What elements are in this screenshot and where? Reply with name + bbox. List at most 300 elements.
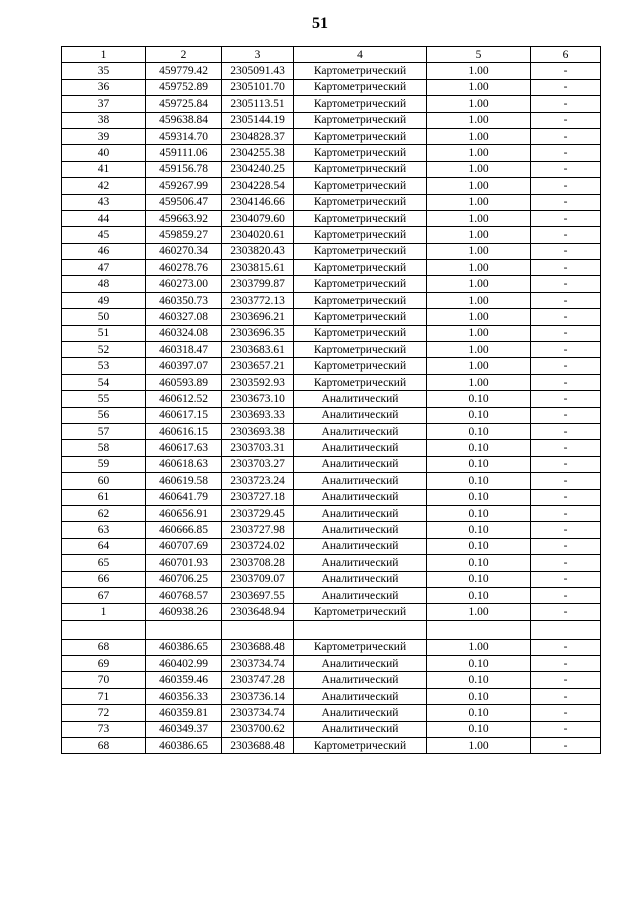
table-cell: 68 — [62, 639, 146, 655]
table-cell: Картометрический — [294, 604, 427, 620]
table-cell: Картометрический — [294, 738, 427, 754]
table-cell: 460386.65 — [146, 738, 222, 754]
table-cell: 460656.91 — [146, 505, 222, 521]
table-row — [62, 309, 601, 325]
table-cell: - — [531, 456, 601, 472]
table-row — [62, 178, 601, 194]
table-row — [62, 489, 601, 505]
table-cell: 62 — [62, 505, 146, 521]
table-cell — [531, 620, 601, 639]
table-cell: 459859.27 — [146, 227, 222, 243]
table-cell: 2303723.24 — [222, 473, 294, 489]
table-cell: 2304020.61 — [222, 227, 294, 243]
table-cell: Аналитический — [294, 688, 427, 704]
table-cell: 0.10 — [427, 407, 531, 423]
table-cell: Аналитический — [294, 672, 427, 688]
table-cell: 2303703.31 — [222, 440, 294, 456]
table-cell: Картометрический — [294, 342, 427, 358]
table-cell: Картометрический — [294, 292, 427, 308]
table-cell: 0.10 — [427, 473, 531, 489]
table-cell: Картометрический — [294, 309, 427, 325]
table-cell: - — [531, 555, 601, 571]
table-cell: 460318.47 — [146, 342, 222, 358]
table-cell: - — [531, 145, 601, 161]
table-cell: 2303703.27 — [222, 456, 294, 472]
table-cell: 2303820.43 — [222, 243, 294, 259]
table-cell: Картометрический — [294, 260, 427, 276]
table-cell: Картометрический — [294, 79, 427, 95]
table-cell: - — [531, 522, 601, 538]
column-header: 4 — [294, 47, 427, 63]
table-cell: 2305144.19 — [222, 112, 294, 128]
table-cell: - — [531, 374, 601, 390]
table-cell: 0.10 — [427, 391, 531, 407]
table-row — [62, 145, 601, 161]
table-cell: 460402.99 — [146, 656, 222, 672]
table-row — [62, 407, 601, 423]
table-row — [62, 656, 601, 672]
table-cell: Аналитический — [294, 522, 427, 538]
table-cell: 0.10 — [427, 555, 531, 571]
table-row — [62, 358, 601, 374]
table-cell: 55 — [62, 391, 146, 407]
table-cell: 2303688.48 — [222, 738, 294, 754]
table-row — [62, 505, 601, 521]
table-cell: - — [531, 604, 601, 620]
table-cell: 59 — [62, 456, 146, 472]
table-cell: 460641.79 — [146, 489, 222, 505]
table-cell: 0.10 — [427, 423, 531, 439]
table-cell: 460666.85 — [146, 522, 222, 538]
table-cell: 0.10 — [427, 688, 531, 704]
table-cell: - — [531, 656, 601, 672]
table-cell: Аналитический — [294, 473, 427, 489]
table-row — [62, 721, 601, 737]
table-cell: - — [531, 292, 601, 308]
table-cell: 2303673.10 — [222, 391, 294, 407]
table-row — [62, 440, 601, 456]
table-cell: 35 — [62, 63, 146, 79]
table-row — [62, 292, 601, 308]
table-cell: Картометрический — [294, 96, 427, 112]
table-row — [62, 96, 601, 112]
table-cell: 2303708.28 — [222, 555, 294, 571]
table-cell: Аналитический — [294, 440, 427, 456]
table-cell: 2303772.13 — [222, 292, 294, 308]
table-cell: 1.00 — [427, 342, 531, 358]
table-cell: - — [531, 423, 601, 439]
table-row — [62, 688, 601, 704]
table-cell: 459752.89 — [146, 79, 222, 95]
table-cell: Аналитический — [294, 555, 427, 571]
table-cell: 460349.37 — [146, 721, 222, 737]
table-cell: 1.00 — [427, 325, 531, 341]
table-cell: 0.10 — [427, 522, 531, 538]
table-cell: - — [531, 407, 601, 423]
table-cell: - — [531, 128, 601, 144]
table-cell: 44 — [62, 210, 146, 226]
table-cell: 1.00 — [427, 309, 531, 325]
table-cell: 70 — [62, 672, 146, 688]
table-cell: 2305113.51 — [222, 96, 294, 112]
table-cell: 460593.89 — [146, 374, 222, 390]
table-cell: 460707.69 — [146, 538, 222, 554]
table-cell: Картометрический — [294, 639, 427, 655]
table-cell: 57 — [62, 423, 146, 439]
table-cell: 73 — [62, 721, 146, 737]
table-cell: 2303747.28 — [222, 672, 294, 688]
table-cell: - — [531, 538, 601, 554]
table-cell: Картометрический — [294, 243, 427, 259]
column-header: 2 — [146, 47, 222, 63]
table-cell: - — [531, 227, 601, 243]
table-cell: - — [531, 325, 601, 341]
table-cell: 1.00 — [427, 145, 531, 161]
table-cell: 37 — [62, 96, 146, 112]
table-cell: - — [531, 161, 601, 177]
table-row — [62, 260, 601, 276]
table-cell: 56 — [62, 407, 146, 423]
table-cell: - — [531, 243, 601, 259]
table-cell: 46 — [62, 243, 146, 259]
table-cell: Аналитический — [294, 489, 427, 505]
table-cell: 71 — [62, 688, 146, 704]
table-cell: 2303693.38 — [222, 423, 294, 439]
table-cell: 1.00 — [427, 128, 531, 144]
table-cell: Аналитический — [294, 587, 427, 603]
table-row — [62, 243, 601, 259]
table-cell: 0.10 — [427, 571, 531, 587]
table-row — [62, 210, 601, 226]
table-cell: Картометрический — [294, 178, 427, 194]
coordinates-table — [61, 46, 601, 754]
table-cell: 0.10 — [427, 440, 531, 456]
table-row — [62, 587, 601, 603]
table-cell: 67 — [62, 587, 146, 603]
table-cell: 0.10 — [427, 721, 531, 737]
table-cell: 1.00 — [427, 374, 531, 390]
table-cell: 2303734.74 — [222, 705, 294, 721]
table-cell: - — [531, 473, 601, 489]
table-cell: 1.00 — [427, 112, 531, 128]
table-header-row — [62, 47, 601, 63]
table-cell: 1.00 — [427, 210, 531, 226]
table-cell: - — [531, 738, 601, 754]
table-cell: Картометрический — [294, 112, 427, 128]
table-cell: 1.00 — [427, 604, 531, 620]
table-cell: 2304828.37 — [222, 128, 294, 144]
table-cell: 460397.07 — [146, 358, 222, 374]
table-cell: 459725.84 — [146, 96, 222, 112]
table-cell: 2303648.94 — [222, 604, 294, 620]
table-cell: 39 — [62, 128, 146, 144]
table-cell: 460356.33 — [146, 688, 222, 704]
table-row — [62, 571, 601, 587]
table-row — [62, 161, 601, 177]
table-cell: 65 — [62, 555, 146, 571]
table-cell: Картометрический — [294, 358, 427, 374]
table-cell: 41 — [62, 161, 146, 177]
table-cell: 43 — [62, 194, 146, 210]
table-cell: 459314.70 — [146, 128, 222, 144]
table-cell: 460938.26 — [146, 604, 222, 620]
table-body — [62, 63, 601, 754]
table-row — [62, 473, 601, 489]
table-cell: 460618.63 — [146, 456, 222, 472]
table-cell: 2303709.07 — [222, 571, 294, 587]
table-cell: Картометрический — [294, 128, 427, 144]
table-cell: - — [531, 358, 601, 374]
table-cell: - — [531, 276, 601, 292]
table-row — [62, 342, 601, 358]
table-row — [62, 63, 601, 79]
table-cell: Аналитический — [294, 456, 427, 472]
table-cell: Картометрический — [294, 210, 427, 226]
table-cell: 1.00 — [427, 738, 531, 754]
table-cell: 2303724.02 — [222, 538, 294, 554]
table-row — [62, 128, 601, 144]
table-row — [62, 522, 601, 538]
table-cell: 459267.99 — [146, 178, 222, 194]
table-cell: Аналитический — [294, 571, 427, 587]
table-cell: 54 — [62, 374, 146, 390]
table-cell: - — [531, 260, 601, 276]
table-cell: 459156.78 — [146, 161, 222, 177]
table-cell: 1.00 — [427, 194, 531, 210]
table-cell: 68 — [62, 738, 146, 754]
table-cell: 459506.47 — [146, 194, 222, 210]
table-cell: Аналитический — [294, 505, 427, 521]
table-cell: 459111.06 — [146, 145, 222, 161]
table-cell: 0.10 — [427, 705, 531, 721]
table-cell: 69 — [62, 656, 146, 672]
table-cell: 53 — [62, 358, 146, 374]
table-cell: - — [531, 705, 601, 721]
table-row — [62, 374, 601, 390]
table-cell: 0.10 — [427, 538, 531, 554]
table-cell: - — [531, 63, 601, 79]
table-cell: 45 — [62, 227, 146, 243]
table-row — [62, 620, 601, 639]
table-cell: 2305101.70 — [222, 79, 294, 95]
table-cell: - — [531, 391, 601, 407]
table-cell: 460617.63 — [146, 440, 222, 456]
table-cell: 1 — [62, 604, 146, 620]
table-cell: 460619.58 — [146, 473, 222, 489]
table-cell: 2303736.14 — [222, 688, 294, 704]
table-row — [62, 555, 601, 571]
table-cell: Картометрический — [294, 374, 427, 390]
table-cell: Картометрический — [294, 161, 427, 177]
table-cell: 0.10 — [427, 505, 531, 521]
table-cell: 51 — [62, 325, 146, 341]
table-row — [62, 738, 601, 754]
table-cell: 2303697.55 — [222, 587, 294, 603]
table-cell: 2303693.33 — [222, 407, 294, 423]
table-cell: 2303657.21 — [222, 358, 294, 374]
table-cell: 460278.76 — [146, 260, 222, 276]
table-cell: - — [531, 721, 601, 737]
table-cell: Аналитический — [294, 705, 427, 721]
table-cell: 42 — [62, 178, 146, 194]
table-cell: - — [531, 178, 601, 194]
table-cell: Аналитический — [294, 423, 427, 439]
table-cell: 2304079.60 — [222, 210, 294, 226]
table-cell: 460324.08 — [146, 325, 222, 341]
table-cell: 460768.57 — [146, 587, 222, 603]
table-row — [62, 705, 601, 721]
table-cell: Картометрический — [294, 227, 427, 243]
table-cell: - — [531, 440, 601, 456]
table-cell: - — [531, 489, 601, 505]
table-cell — [62, 620, 146, 639]
column-header: 1 — [62, 47, 146, 63]
table-cell: 460706.25 — [146, 571, 222, 587]
table-cell: 460616.15 — [146, 423, 222, 439]
table-cell: 48 — [62, 276, 146, 292]
table-cell: Картометрический — [294, 325, 427, 341]
table-cell: 49 — [62, 292, 146, 308]
table-cell: 0.10 — [427, 672, 531, 688]
table-cell: 460270.34 — [146, 243, 222, 259]
table-cell: Картометрический — [294, 194, 427, 210]
table-cell: 0.10 — [427, 587, 531, 603]
table-cell: - — [531, 309, 601, 325]
table-cell: 0.10 — [427, 456, 531, 472]
table-cell: 38 — [62, 112, 146, 128]
table-cell: - — [531, 112, 601, 128]
column-header: 6 — [531, 47, 601, 63]
table-cell: 50 — [62, 309, 146, 325]
table-cell: - — [531, 79, 601, 95]
table-cell: 52 — [62, 342, 146, 358]
table-cell: 460327.08 — [146, 309, 222, 325]
table-cell: Аналитический — [294, 407, 427, 423]
page-number: 51 — [312, 15, 328, 32]
table-cell: 459779.42 — [146, 63, 222, 79]
table-cell — [427, 620, 531, 639]
table-cell: 64 — [62, 538, 146, 554]
table-cell: 2304146.66 — [222, 194, 294, 210]
table-cell: 2303696.21 — [222, 309, 294, 325]
table-cell: - — [531, 672, 601, 688]
table-cell: 63 — [62, 522, 146, 538]
table-cell: 61 — [62, 489, 146, 505]
table-cell: 1.00 — [427, 358, 531, 374]
table-row — [62, 194, 601, 210]
table-cell: 2303727.98 — [222, 522, 294, 538]
table-cell: 460359.81 — [146, 705, 222, 721]
table-cell: 2303729.45 — [222, 505, 294, 521]
table-cell: 1.00 — [427, 292, 531, 308]
table-cell: Аналитический — [294, 538, 427, 554]
table-cell: - — [531, 587, 601, 603]
table-row — [62, 639, 601, 655]
table-cell: 60 — [62, 473, 146, 489]
table-cell: - — [531, 342, 601, 358]
table-cell: - — [531, 96, 601, 112]
table-row — [62, 538, 601, 554]
table-row — [62, 227, 601, 243]
table-cell: 2304255.38 — [222, 145, 294, 161]
table-cell: 72 — [62, 705, 146, 721]
table-row — [62, 112, 601, 128]
table-cell: 2303696.35 — [222, 325, 294, 341]
table-cell: 460617.15 — [146, 407, 222, 423]
table-cell: 460273.00 — [146, 276, 222, 292]
table-row — [62, 391, 601, 407]
table-cell: 47 — [62, 260, 146, 276]
table-cell: 460612.52 — [146, 391, 222, 407]
column-header: 5 — [427, 47, 531, 63]
table-cell: - — [531, 210, 601, 226]
table-cell: 2303592.93 — [222, 374, 294, 390]
table-cell: Аналитический — [294, 656, 427, 672]
table-cell: 1.00 — [427, 96, 531, 112]
table-cell: 459663.92 — [146, 210, 222, 226]
table-cell: 40 — [62, 145, 146, 161]
table-cell: 58 — [62, 440, 146, 456]
table-cell: 1.00 — [427, 227, 531, 243]
table-cell: 2304240.25 — [222, 161, 294, 177]
table-cell: 460350.73 — [146, 292, 222, 308]
table-cell: 2303734.74 — [222, 656, 294, 672]
table-cell: - — [531, 571, 601, 587]
table-cell: 1.00 — [427, 178, 531, 194]
table-cell: Картометрический — [294, 145, 427, 161]
table-cell: Аналитический — [294, 721, 427, 737]
table-cell: 2303688.48 — [222, 639, 294, 655]
table-cell: 460386.65 — [146, 639, 222, 655]
table-cell: 0.10 — [427, 489, 531, 505]
table-cell — [146, 620, 222, 639]
table-row — [62, 456, 601, 472]
table-cell: 1.00 — [427, 260, 531, 276]
table-row — [62, 423, 601, 439]
column-header: 3 — [222, 47, 294, 63]
table-row — [62, 672, 601, 688]
table-cell: 1.00 — [427, 276, 531, 292]
table-cell: 0.10 — [427, 656, 531, 672]
table-cell: 460359.46 — [146, 672, 222, 688]
table-cell: 2303683.61 — [222, 342, 294, 358]
table-cell: 66 — [62, 571, 146, 587]
table-cell: 1.00 — [427, 79, 531, 95]
table-cell: Аналитический — [294, 391, 427, 407]
table-row — [62, 604, 601, 620]
table-cell: 1.00 — [427, 243, 531, 259]
table-cell: 2303815.61 — [222, 260, 294, 276]
table-cell: 2303700.62 — [222, 721, 294, 737]
table-row — [62, 325, 601, 341]
table-cell: 36 — [62, 79, 146, 95]
table-cell: 1.00 — [427, 63, 531, 79]
table-cell: Картометрический — [294, 63, 427, 79]
table-cell: 2304228.54 — [222, 178, 294, 194]
table-row — [62, 276, 601, 292]
table-cell: 2303727.18 — [222, 489, 294, 505]
table-cell: Картометрический — [294, 276, 427, 292]
table-cell: 459638.84 — [146, 112, 222, 128]
table-row — [62, 79, 601, 95]
table-cell: - — [531, 194, 601, 210]
table-cell — [294, 620, 427, 639]
table-cell: - — [531, 505, 601, 521]
table-cell: 2303799.87 — [222, 276, 294, 292]
table-cell: 460701.93 — [146, 555, 222, 571]
table-cell — [222, 620, 294, 639]
table-cell: 2305091.43 — [222, 63, 294, 79]
